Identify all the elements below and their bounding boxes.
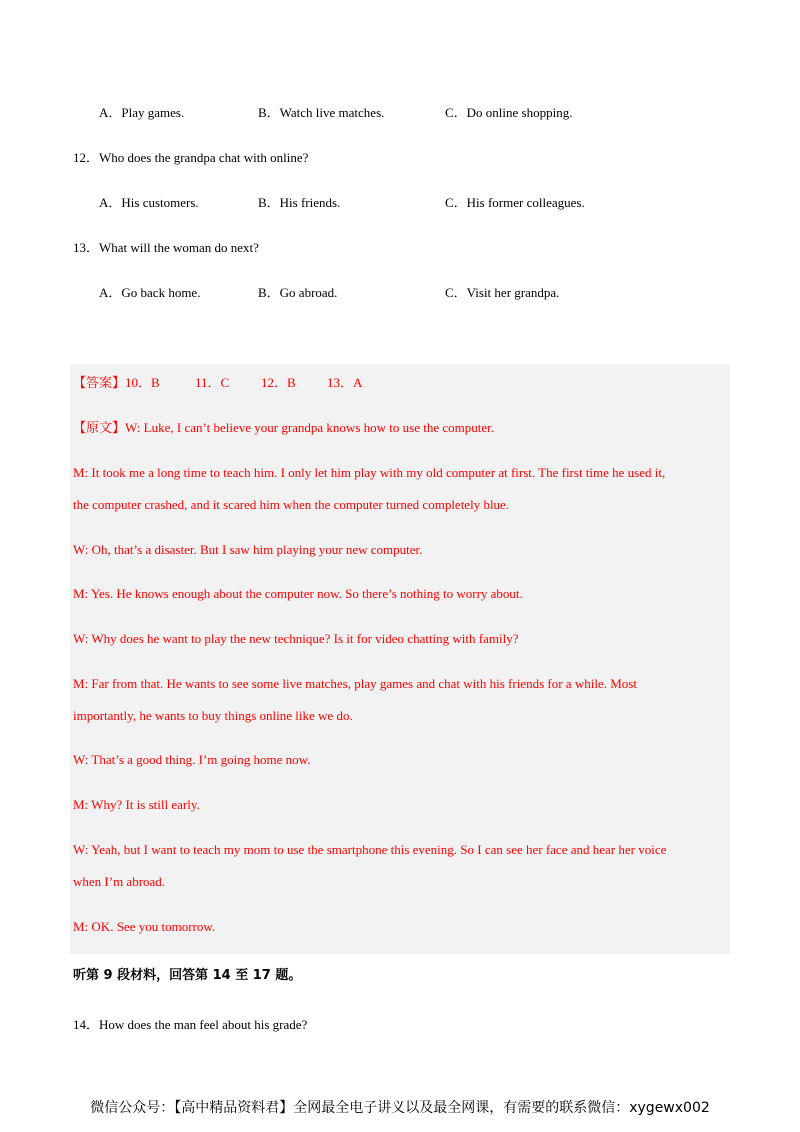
transcript-line: M: OK. See you tomorrow. bbox=[73, 919, 216, 934]
transcript-line: M: Far from that. He wants to see some live matches, play games and chat with his friends for a while. Most bbox=[73, 676, 637, 691]
transcript-line: W: That’s a good thing. I’m going home now. bbox=[73, 752, 311, 767]
q11-option-a: A．Play games. bbox=[99, 105, 185, 120]
q13-stem: 13．What will the woman do next? bbox=[73, 240, 259, 255]
transcript-line: M: It took me a long time to teach him. I only let him play with my old computer at first. The first time he used it, bbox=[73, 465, 666, 480]
section-heading: 听第 9 段材料，回答第 14 至 17 题。 bbox=[73, 968, 302, 983]
q11-option-b: B．Watch live matches. bbox=[258, 105, 385, 120]
answer-label: 【答案】 bbox=[73, 376, 126, 391]
q12-option-b: B．His friends. bbox=[258, 195, 341, 210]
transcript-label: 【原文】 bbox=[73, 421, 126, 436]
answer-box bbox=[70, 364, 730, 954]
answer-item: 12．B bbox=[261, 375, 296, 390]
footer-watermark: 微信公众号：【高中精品资料君】全网最全电子讲义以及最全网课，有需要的联系微信：xygewx002 bbox=[90, 1100, 710, 1116]
transcript-line: W: Oh, that’s a disaster. But I saw him playing your new computer. bbox=[73, 542, 423, 557]
q12-option-a: A．His customers. bbox=[99, 195, 199, 210]
transcript-line: W: Yeah, but I want to teach my mom to use the smartphone this evening. So I can see her face and hear her voice bbox=[73, 842, 667, 857]
q11-option-c: C．Do online shopping. bbox=[445, 105, 573, 120]
answer-key bbox=[73, 374, 363, 393]
q13-option-a: A．Go back home. bbox=[99, 285, 201, 300]
transcript-line: the computer crashed, and it scared him when the computer turned completely blue. bbox=[73, 497, 510, 512]
answer-item: 11．C bbox=[195, 375, 230, 390]
answer-item: 13．A bbox=[327, 375, 363, 390]
transcript-first-line bbox=[73, 419, 494, 438]
q13-option-b: B．Go abroad. bbox=[258, 285, 338, 300]
transcript-line: when I’m abroad. bbox=[73, 874, 166, 889]
q12-option-c: C．His former colleagues. bbox=[445, 195, 585, 210]
transcript-line: W: Why does he want to play the new technique? Is it for video chatting with family? bbox=[73, 631, 519, 646]
answer-item: 10．B bbox=[125, 375, 160, 390]
transcript-line: W: Luke, I can’t believe your grandpa knows how to use the computer. bbox=[125, 420, 494, 435]
transcript-line: M: Why? It is still early. bbox=[73, 797, 200, 812]
q14-stem: 14．How does the man feel about his grade? bbox=[73, 1017, 308, 1032]
transcript-line: importantly, he wants to buy things online like we do. bbox=[73, 708, 353, 723]
q13-option-c: C．Visit her grandpa. bbox=[445, 285, 560, 300]
transcript-line: M: Yes. He knows enough about the computer now. So there’s nothing to worry about. bbox=[73, 586, 523, 601]
q12-stem: 12．Who does the grandpa chat with online? bbox=[73, 150, 309, 165]
